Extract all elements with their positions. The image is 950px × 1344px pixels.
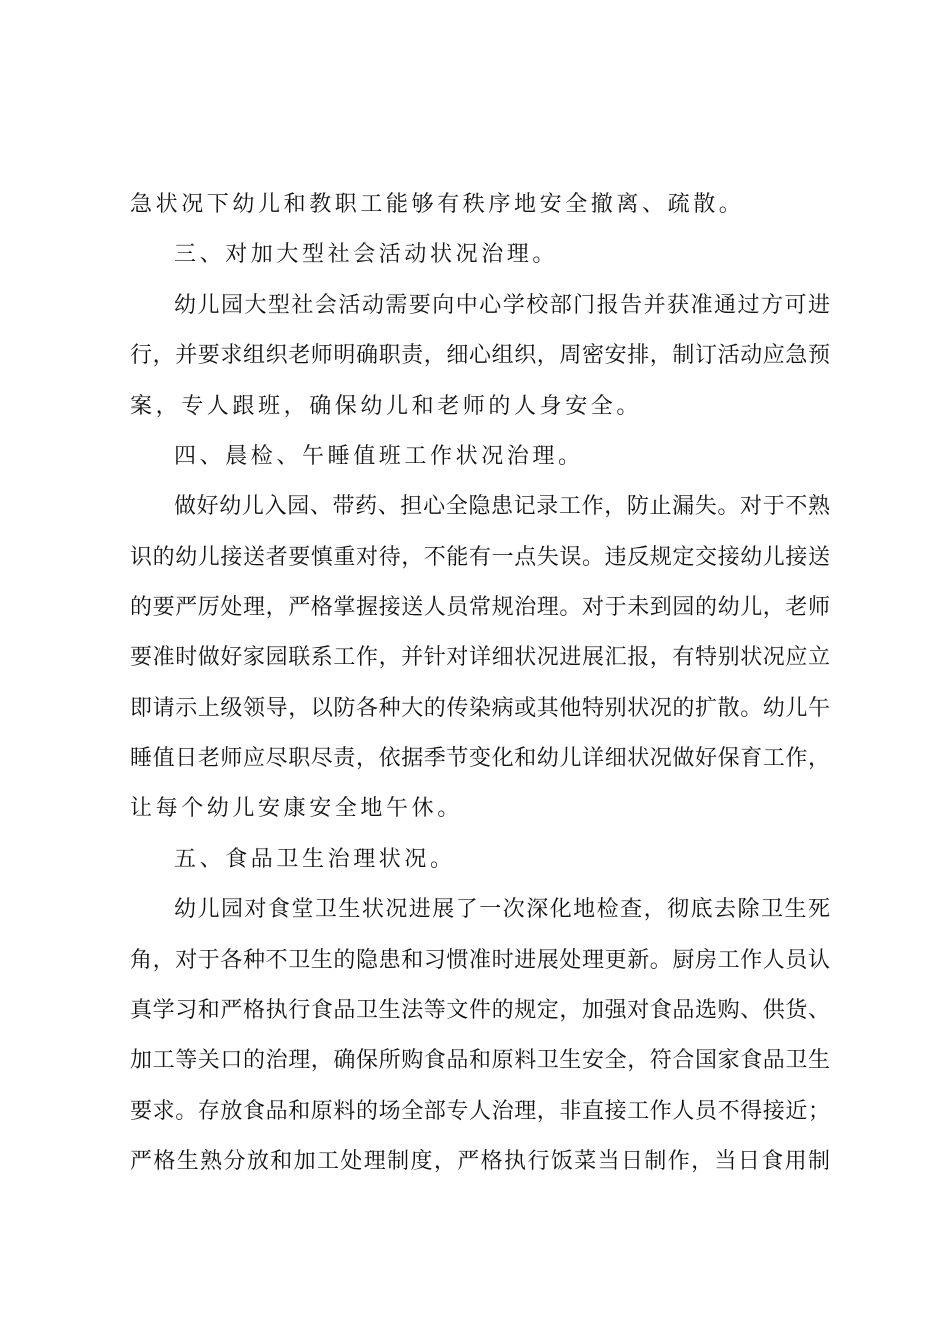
section-heading-3: 三、对加大型社会活动状况治理。 bbox=[174, 242, 559, 267]
text-line-11: 即请示上级领导，以防各种大的传染病或其他特别状况的扩散。幼儿午 bbox=[130, 696, 830, 721]
section-heading-5: 五、食品卫生治理状况。 bbox=[174, 847, 456, 872]
text-line-19: 要求。存放食品和原料的场全部专人治理，非直接工作人员不得接近； bbox=[130, 1099, 830, 1124]
section-heading-4: 四、晨检、午睡值班工作状况治理。 bbox=[174, 444, 584, 469]
text-line-1: 急状况下幼儿和教职工能够有秩序地安全撤离、疏散。 bbox=[130, 192, 745, 217]
text-line-3: 幼儿园大型社会活动需要向中心学校部门报告并获准通过方可进 bbox=[174, 293, 830, 318]
text-line-16: 角，对于各种不卫生的隐患和习惯准时进展处理更新。厨房工作人员认 bbox=[130, 948, 830, 973]
text-line-7: 做好幼儿入园、带药、担心全隐患记录工作，防止漏失。对于不熟 bbox=[174, 494, 830, 519]
text-line-5: 案，专人跟班，确保幼儿和老师的人身安全。 bbox=[130, 394, 643, 419]
text-line-8: 识的幼儿接送者要慎重对待，不能有一点失误。违反规定交接幼儿接送 bbox=[130, 545, 830, 570]
text-line-15: 幼儿园对食堂卫生状况进展了一次深化地检查，彻底去除卫生死 bbox=[174, 897, 830, 922]
text-line-13: 让每个幼儿安康安全地午休。 bbox=[130, 796, 463, 821]
text-line-12: 睡值日老师应尽职尽责，依据季节变化和幼儿详细状况做好保育工作， bbox=[130, 746, 830, 771]
text-line-4: 行，并要求组织老师明确职责，细心组织，周密安排，制订活动应急预 bbox=[130, 343, 830, 368]
text-line-17: 真学习和严格执行食品卫生法等文件的规定，加强对食品选购、供货、 bbox=[130, 998, 830, 1023]
text-line-20: 严格生熟分放和加工处理制度，严格执行饭菜当日制作，当日食用制 bbox=[130, 1149, 830, 1174]
text-line-18: 加工等关口的治理，确保所购食品和原料卫生安全，符合国家食品卫生 bbox=[130, 1048, 830, 1073]
text-line-10: 要准时做好家园联系工作，并针对详细状况进展汇报，有特别状况应立 bbox=[130, 645, 830, 670]
text-line-9: 的要严厉处理，严格掌握接送人员常规治理。对于未到园的幼儿，老师 bbox=[130, 595, 830, 620]
